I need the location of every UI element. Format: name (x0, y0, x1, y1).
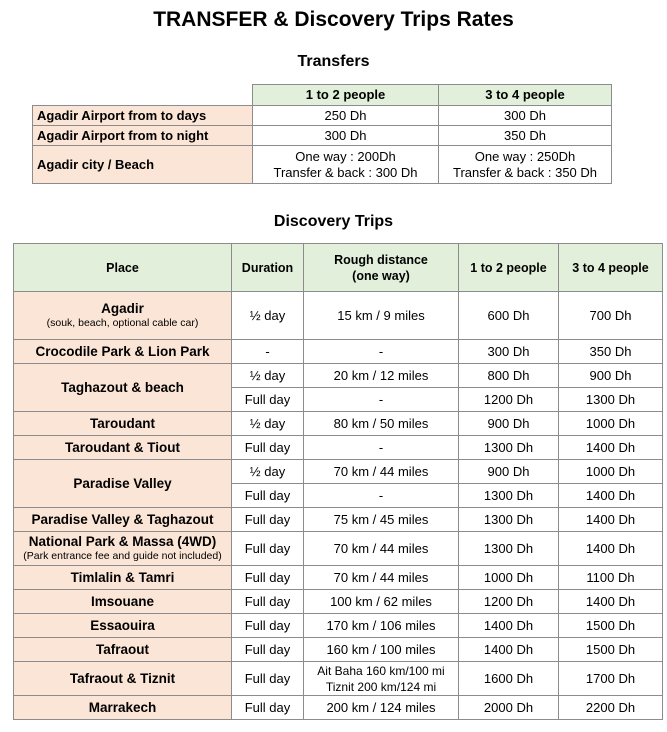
transfers-header-3-4-people: 3 to 4 people (439, 85, 612, 106)
transfer-row (33, 106, 612, 126)
transfer-price-3-4-line-1: One way : 250Dh (474, 148, 576, 164)
trip-distance (304, 614, 459, 638)
trip-place (14, 590, 232, 614)
trip-duration: - (232, 340, 304, 364)
trip-distance (304, 484, 459, 508)
trip-place (14, 460, 232, 508)
trip-price-1-2: 1300 Dh (459, 508, 559, 532)
trip-price-3-4: 2200 Dh (559, 696, 663, 720)
trip-duration: Full day (232, 638, 304, 662)
transfers-header-row (33, 85, 612, 106)
page-title: TRANSFER & Discovery Trips Rates (153, 8, 514, 31)
trip-row (14, 292, 663, 340)
transfer-place: Agadir Airport from to night (33, 126, 253, 146)
trip-price-1-2: 1600 Dh (459, 662, 559, 696)
trip-distance (304, 566, 459, 590)
trip-row (14, 532, 663, 566)
trip-distance (304, 340, 459, 364)
header-distance (304, 244, 459, 292)
trip-place-name: Essaouira (90, 617, 155, 633)
trip-distance-line-1: - (378, 487, 384, 503)
transfers-title: Transfers (297, 53, 370, 70)
trip-row (14, 412, 663, 436)
header-place: Place (14, 244, 232, 292)
trip-place-name: Crocodile Park & Lion Park (35, 343, 210, 359)
trips-header-row (14, 244, 663, 292)
trip-price-3-4: 1400 Dh (559, 508, 663, 532)
trip-price-3-4: 1000 Dh (559, 412, 663, 436)
transfer-place: Agadir Airport from to days (33, 106, 253, 126)
trip-row (14, 566, 663, 590)
trip-distance (304, 460, 459, 484)
trip-duration: Full day (232, 696, 304, 720)
trip-distance-line-1: 20 km / 12 miles (333, 367, 429, 383)
trip-duration: Full day (232, 388, 304, 412)
trip-place-name: Paradise Valley (73, 475, 172, 491)
transfer-price-1-2-line-1: One way : 200Dh (295, 148, 396, 164)
discovery-trips-title: Discovery Trips (273, 213, 394, 230)
trip-duration: ½ day (232, 460, 304, 484)
trip-duration: Full day (232, 590, 304, 614)
trip-price-1-2: 2000 Dh (459, 696, 559, 720)
trip-distance-line-1: 80 km / 50 miles (333, 415, 429, 431)
trip-distance-line-1: Ait Baha 160 km/100 mi (317, 663, 445, 678)
trip-price-3-4: 1400 Dh (559, 436, 663, 460)
trip-place (14, 566, 232, 590)
trip-place (14, 638, 232, 662)
trip-price-3-4: 700 Dh (559, 292, 663, 340)
trip-row (14, 460, 663, 484)
transfers-corner-cell (33, 85, 253, 106)
trip-place (14, 436, 232, 460)
trip-price-1-2: 900 Dh (459, 460, 559, 484)
header-distance-line-2: (one way) (352, 268, 410, 283)
trip-distance-line-1: - (378, 343, 384, 359)
transfer-price-3-4 (439, 106, 612, 126)
trip-place-name: Tafraout & Tiznit (69, 670, 176, 686)
trip-place (14, 614, 232, 638)
transfer-price-1-2 (253, 126, 439, 146)
trip-distance (304, 508, 459, 532)
trip-price-1-2: 800 Dh (459, 364, 559, 388)
trip-price-3-4: 1000 Dh (559, 460, 663, 484)
trip-price-1-2: 1400 Dh (459, 638, 559, 662)
trip-row (14, 590, 663, 614)
header-duration: Duration (232, 244, 304, 292)
trip-price-1-2: 900 Dh (459, 412, 559, 436)
trip-price-1-2: 1300 Dh (459, 532, 559, 566)
trip-distance-line-2: Tiznit 200 km/124 mi (325, 679, 437, 694)
trip-distance (304, 388, 459, 412)
trip-distance-line-1: 75 km / 45 miles (333, 511, 429, 527)
trip-place-name: Taghazout & beach (61, 379, 184, 395)
trip-price-1-2: 300 Dh (459, 340, 559, 364)
trip-distance (304, 590, 459, 614)
trip-place-name: Paradise Valley & Taghazout (31, 511, 214, 527)
trip-distance-line-1: - (378, 439, 384, 455)
trip-distance-line-1: 15 km / 9 miles (337, 307, 425, 323)
trip-place (14, 508, 232, 532)
trip-price-3-4: 350 Dh (559, 340, 663, 364)
trip-distance (304, 638, 459, 662)
transfer-place: Agadir city / Beach (33, 146, 253, 184)
trip-distance-line-1: 160 km / 100 miles (326, 641, 436, 657)
trip-price-1-2: 1000 Dh (459, 566, 559, 590)
trip-duration: ½ day (232, 292, 304, 340)
trip-price-3-4: 1300 Dh (559, 388, 663, 412)
trip-duration: Full day (232, 508, 304, 532)
transfers-table (32, 84, 612, 184)
trip-duration: Full day (232, 436, 304, 460)
trip-place-name: Marrakech (88, 699, 157, 715)
trip-row (14, 696, 663, 720)
trip-row (14, 340, 663, 364)
transfer-row (33, 126, 612, 146)
trip-place (14, 364, 232, 412)
trip-place-name: Imsouane (90, 593, 155, 609)
trip-price-1-2: 1400 Dh (459, 614, 559, 638)
trip-distance-line-1: 170 km / 106 miles (326, 617, 436, 633)
trip-distance (304, 412, 459, 436)
trip-price-3-4: 1400 Dh (559, 590, 663, 614)
trip-row (14, 614, 663, 638)
trip-distance (304, 662, 459, 696)
trip-distance (304, 696, 459, 720)
trip-place (14, 532, 232, 566)
transfer-price-3-4-line-1: 350 Dh (504, 127, 546, 143)
trip-place (14, 412, 232, 436)
trip-duration: Full day (232, 532, 304, 566)
trip-place-name: Taroudant & Tiout (65, 439, 180, 455)
transfer-price-1-2-line-1: 250 Dh (324, 107, 367, 123)
trip-place-name: Agadir (101, 301, 144, 316)
trip-place-name: Timlalin & Tamri (70, 569, 175, 585)
trip-price-3-4: 1400 Dh (559, 484, 663, 508)
trip-price-1-2: 1200 Dh (459, 388, 559, 412)
trip-price-3-4: 1400 Dh (559, 532, 663, 566)
trip-duration: Full day (232, 662, 304, 696)
transfer-price-1-2 (253, 146, 439, 184)
transfer-price-1-2-line-1: 300 Dh (324, 127, 367, 143)
transfer-price-3-4 (439, 146, 612, 184)
transfer-price-1-2-line-2: Transfer & back : 300 Dh (273, 164, 418, 180)
trip-duration: ½ day (232, 412, 304, 436)
transfer-price-3-4-line-2: Transfer & back : 350 Dh (452, 164, 598, 180)
trip-duration: Full day (232, 614, 304, 638)
trip-distance-line-1: 70 km / 44 miles (333, 569, 429, 585)
trip-distance (304, 436, 459, 460)
header-3-4-people: 3 to 4 people (559, 244, 663, 292)
trip-place (14, 696, 232, 720)
trip-price-1-2: 1200 Dh (459, 590, 559, 614)
trip-place (14, 662, 232, 696)
transfer-price-3-4 (439, 126, 612, 146)
transfers-header-1-2-people: 1 to 2 people (253, 85, 439, 106)
transfer-price-3-4-line-1: 300 Dh (504, 107, 546, 123)
trip-distance-line-1: 100 km / 62 miles (330, 593, 432, 609)
trip-place-name: National Park & Massa (4WD) (28, 534, 217, 549)
header-distance-line-1: Rough distance (334, 252, 428, 267)
trip-distance-line-1: - (378, 391, 384, 407)
trip-price-3-4: 1500 Dh (559, 614, 663, 638)
trip-price-3-4: 1700 Dh (559, 662, 663, 696)
trip-price-3-4: 900 Dh (559, 364, 663, 388)
trip-distance (304, 292, 459, 340)
trip-place-name: Taroudant (90, 415, 155, 431)
trip-row (14, 638, 663, 662)
trip-place-note: (Park entrance fee and guide not included) (23, 550, 222, 562)
trip-distance-line-1: 70 km / 44 miles (333, 463, 429, 479)
trip-distance (304, 364, 459, 388)
trip-row (14, 662, 663, 696)
trip-place-name: Tafraout (96, 641, 149, 657)
trip-place (14, 292, 232, 340)
trip-distance (304, 532, 459, 566)
trip-price-3-4: 1500 Dh (559, 638, 663, 662)
trip-price-1-2: 600 Dh (459, 292, 559, 340)
trip-row (14, 508, 663, 532)
transfer-row (33, 146, 612, 184)
trip-place-note: (souk, beach, optional cable car) (46, 317, 199, 329)
trip-price-1-2: 1300 Dh (459, 484, 559, 508)
trip-distance-line-1: 70 km / 44 miles (333, 540, 429, 556)
discovery-trips-table (13, 243, 663, 720)
trip-price-1-2: 1300 Dh (459, 436, 559, 460)
trip-distance-line-1: 200 km / 124 miles (326, 699, 436, 715)
transfer-price-1-2 (253, 106, 439, 126)
trip-place (14, 340, 232, 364)
trip-row (14, 364, 663, 388)
trip-duration: Full day (232, 566, 304, 590)
trip-duration: ½ day (232, 364, 304, 388)
trip-row (14, 436, 663, 460)
trip-duration: Full day (232, 484, 304, 508)
trip-price-3-4: 1100 Dh (559, 566, 663, 590)
header-1-2-people: 1 to 2 people (459, 244, 559, 292)
